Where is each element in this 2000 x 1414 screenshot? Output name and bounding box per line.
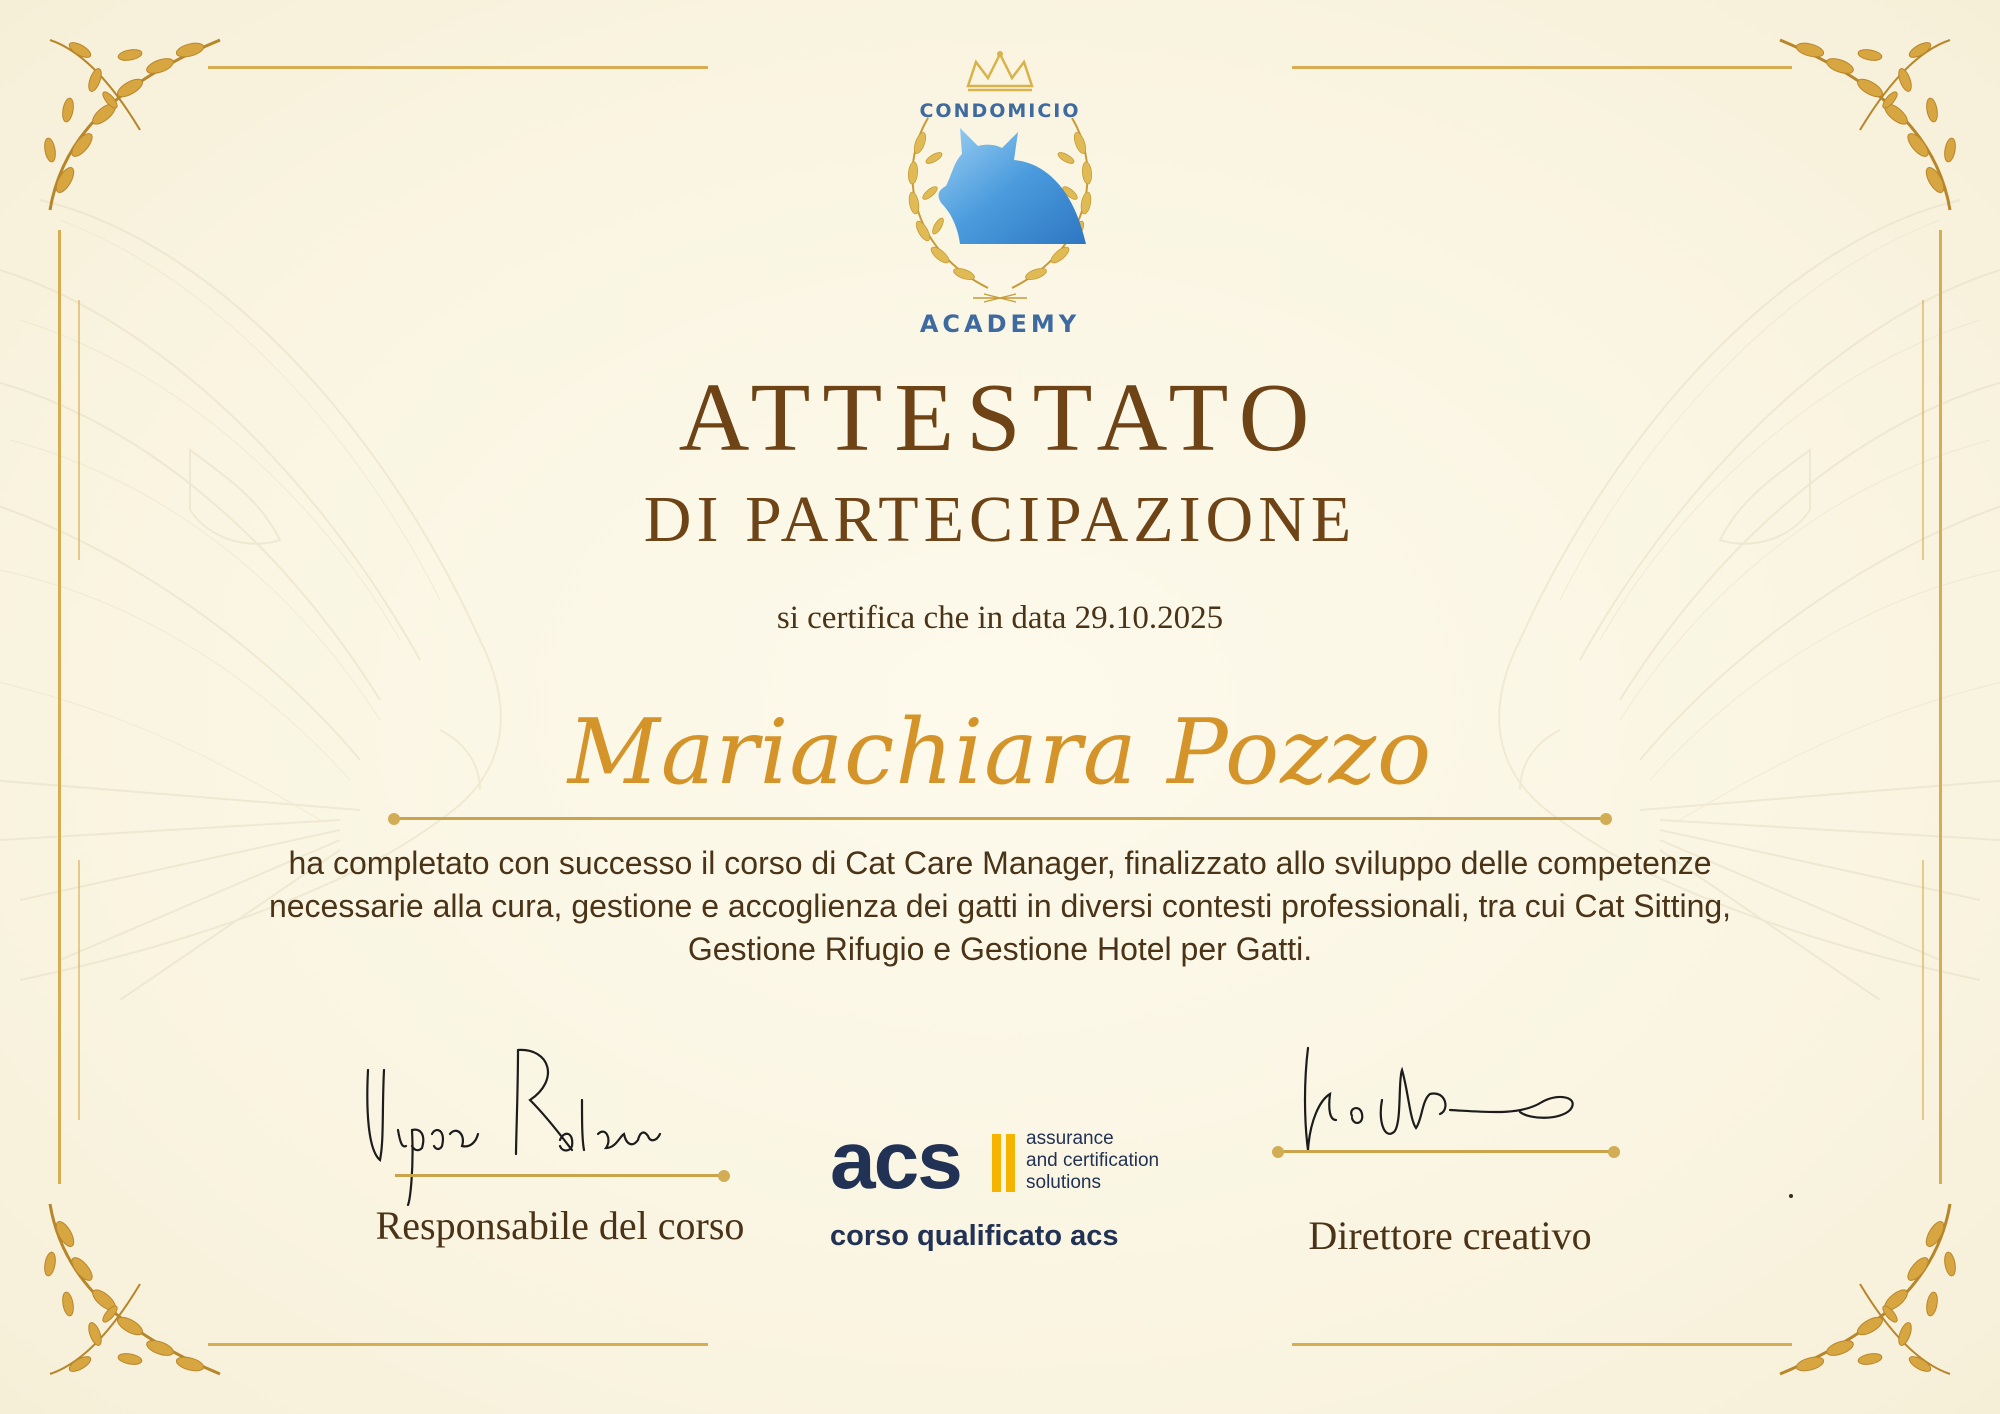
underline-dot-left	[388, 813, 400, 825]
laurel-corner-top-left-decoration	[20, 10, 230, 220]
recipient-name: Mariachiara Pozzo	[567, 700, 1433, 805]
frame-bottom-left-line	[208, 1343, 708, 1346]
right-signature-line	[1276, 1150, 1616, 1153]
right-signature-label: Direttore creativo	[1308, 1213, 1592, 1258]
acs-yellow-bars-icon	[990, 1134, 1020, 1192]
recipient-name-underline	[393, 817, 1611, 820]
laurel-corner-bottom-left-decoration	[20, 1194, 230, 1404]
frame-top-left-line	[208, 66, 708, 69]
frame-left-inner-line-lower	[78, 860, 80, 1120]
acs-tagline-line-2: and certification	[1026, 1150, 1160, 1171]
left-signature-line	[395, 1174, 725, 1177]
certify-date-line: si certifica che in data 29.10.2025	[776, 600, 1224, 636]
left-signature-line-dot	[718, 1170, 730, 1182]
signature-responsabile-handwritten	[350, 1030, 730, 1210]
frame-bottom-right-line	[1292, 1343, 1792, 1346]
right-signature-line-dot-right	[1608, 1146, 1620, 1158]
laurel-corner-bottom-right-decoration	[1770, 1194, 1980, 1404]
frame-right-inner-line-lower	[1922, 860, 1924, 1120]
logo-academy-text: ACADEMY	[919, 310, 1081, 338]
logo-condomicio-text: CONDOMICIO	[919, 100, 1081, 122]
frame-top-right-line	[1292, 66, 1792, 69]
underline-dot-right	[1600, 813, 1612, 825]
acs-certification-logo	[830, 1115, 1200, 1228]
acs-wordmark: acs	[830, 1115, 961, 1206]
laurel-corner-top-right-decoration	[1770, 10, 1980, 220]
certificate-title: ATTESTATO	[678, 364, 1322, 472]
left-signature-label: Responsabile del corso	[375, 1203, 745, 1248]
course-description: ha completato con successo il corso di Cat Care Manager, finalizzato allo sviluppo delle competenze necessarie alla cura, gestione e accoglienza dei gatti in diversi contesti professionali, tra cui Cat Sitting, Gestione Rifugio e Gestione Hotel per Gatti.	[268, 845, 1732, 967]
acs-tagline-line-1: assurance	[1026, 1128, 1114, 1149]
acs-tagline	[1026, 1128, 1159, 1194]
acs-tagline-line-3: solutions	[1026, 1172, 1101, 1193]
right-signature-line-dot-left	[1272, 1146, 1284, 1158]
laurel-crown-cat-emblem	[868, 48, 1132, 348]
acs-qualified-course-text: corso qualificato acs	[830, 1220, 1119, 1252]
condomicio-academy-logo	[868, 48, 1132, 348]
stray-dot	[1789, 1194, 1793, 1198]
certificate-subtitle: DI PARTECIPAZIONE	[643, 483, 1357, 556]
